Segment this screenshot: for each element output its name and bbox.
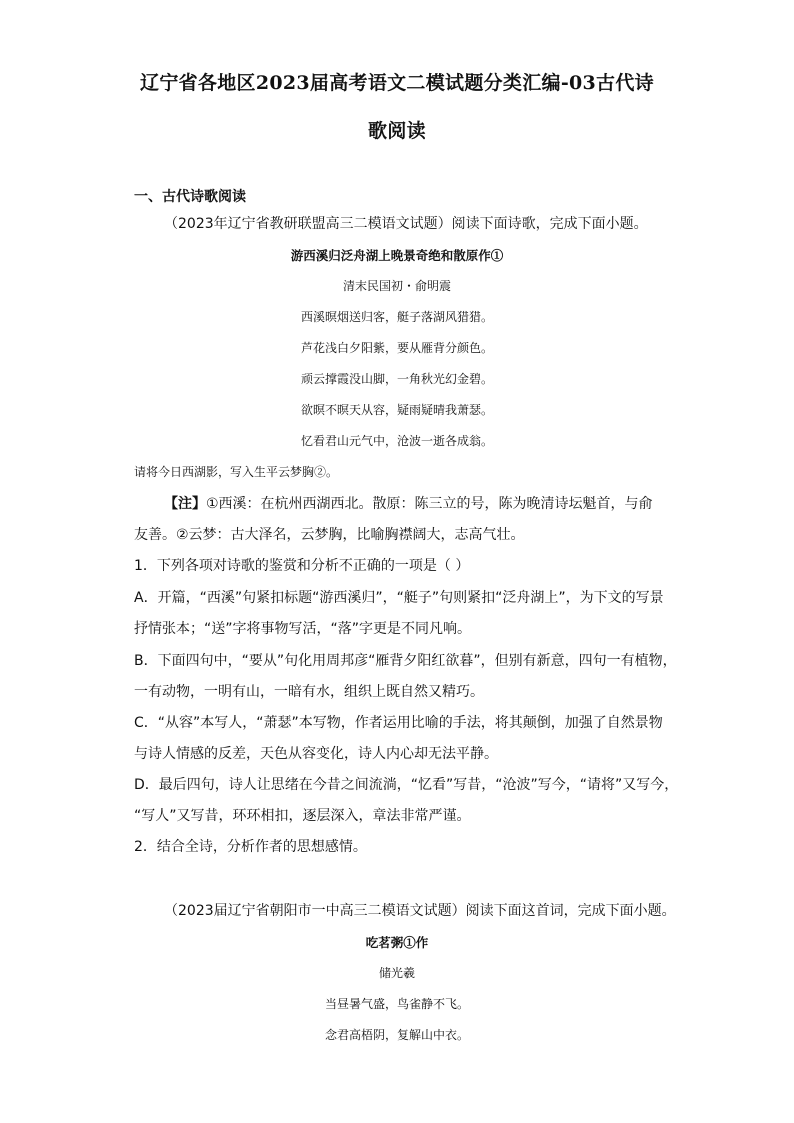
note-text-1: ①西溪：在杭州西湖西北。散原：陈三立的号，陈为晚清诗坛魁首，与俞	[206, 496, 653, 512]
poem1-line: 西溪暝烟送归客，艇子落湖风猎猎。	[300, 310, 493, 324]
passage2-source: （2023届辽宁省朝阳市一中高三二模语文试题）阅读下面这首词，完成下面小题。	[164, 903, 676, 919]
poem1-line: 芦花浅白夕阳紫，要从雁背分颜色。	[300, 341, 493, 355]
option-b-line-1: B．下面四句中，“要从”句化用周邦彦“雁背夕阳红欲暮”，但别有新意，四句一有植物，	[134, 653, 677, 669]
option-c-line-2: 与诗人情感的反差，天色从容变化，诗人内心却无法平静。	[134, 746, 498, 762]
option-b-line-2: 一有动物，一明有山，一暗有水，组织上既自然又精巧。	[134, 684, 484, 700]
poem1-line: 欲暝不暝天从容，疑雨疑晴我萧瑟。	[300, 403, 493, 417]
document-title-line-2: 歌阅读	[368, 120, 426, 142]
option-d-line-2: “写人”又写昔，环环相扣，逐层深入，章法非常严谨。	[134, 808, 471, 824]
note-line-2: 友善。②云梦：古大泽名，云梦胸，比喻胸襟阔大，志高气壮。	[134, 527, 525, 543]
note-label: 【注】	[164, 496, 206, 512]
poem1-line: 顽云撑霞没山脚，一角秋光幻金碧。	[300, 372, 493, 386]
question-2: 2．结合全诗，分析作者的思想感情。	[134, 839, 367, 855]
note-line-1	[164, 493, 704, 513]
poem2-line: 当昼暑气盛，鸟雀静不飞。	[324, 997, 469, 1011]
passage1-source: （2023年辽宁省教研联盟高三二模语文试题）阅读下面诗歌，完成下面小题。	[164, 216, 648, 232]
poem2-line: 念君高梧阴，复解山中衣。	[324, 1028, 469, 1042]
section-heading: 一、古代诗歌阅读	[134, 189, 246, 205]
question-1: 1．下列各项对诗歌的鉴赏和分析不正确的一项是（ ）	[134, 558, 470, 574]
poem2-title: 吃茗粥①作	[365, 935, 429, 950]
option-d-line-1: D．最后四句，诗人让思绪在今昔之间流淌，“忆看”写昔，“沧波”写今，“请将”又写今，	[134, 777, 679, 793]
poem1-author: 清末民国初・俞明震	[342, 279, 451, 293]
poem1-line: 忆看君山元气中，沧波一逝各成翁。	[300, 434, 493, 448]
poem1-last-line: 请将今日西湖影，写入生平云梦胸②。	[134, 465, 339, 479]
document-title-line-1: 辽宁省各地区2023届高考语文二模试题分类汇编-03古代诗	[140, 72, 654, 94]
option-a-line-1: A．开篇，“西溪”句紧扣标题“游西溪归”，“艇子”句则紧扣“泛舟湖上”，为下文的写景	[134, 590, 664, 606]
poem1-title: 游西溪归泛舟湖上晚景奇绝和散原作①	[290, 248, 504, 263]
option-a-line-2: 抒情张本；“送”字将事物写活，“落”字更是不同凡响。	[134, 621, 472, 637]
option-c-line-1: C．“从容”本写人，“萧瑟”本写物，作者运用比喻的手法，将其颠倒，加强了自然景物	[134, 715, 663, 731]
poem2-author: 储光羲	[378, 966, 415, 980]
